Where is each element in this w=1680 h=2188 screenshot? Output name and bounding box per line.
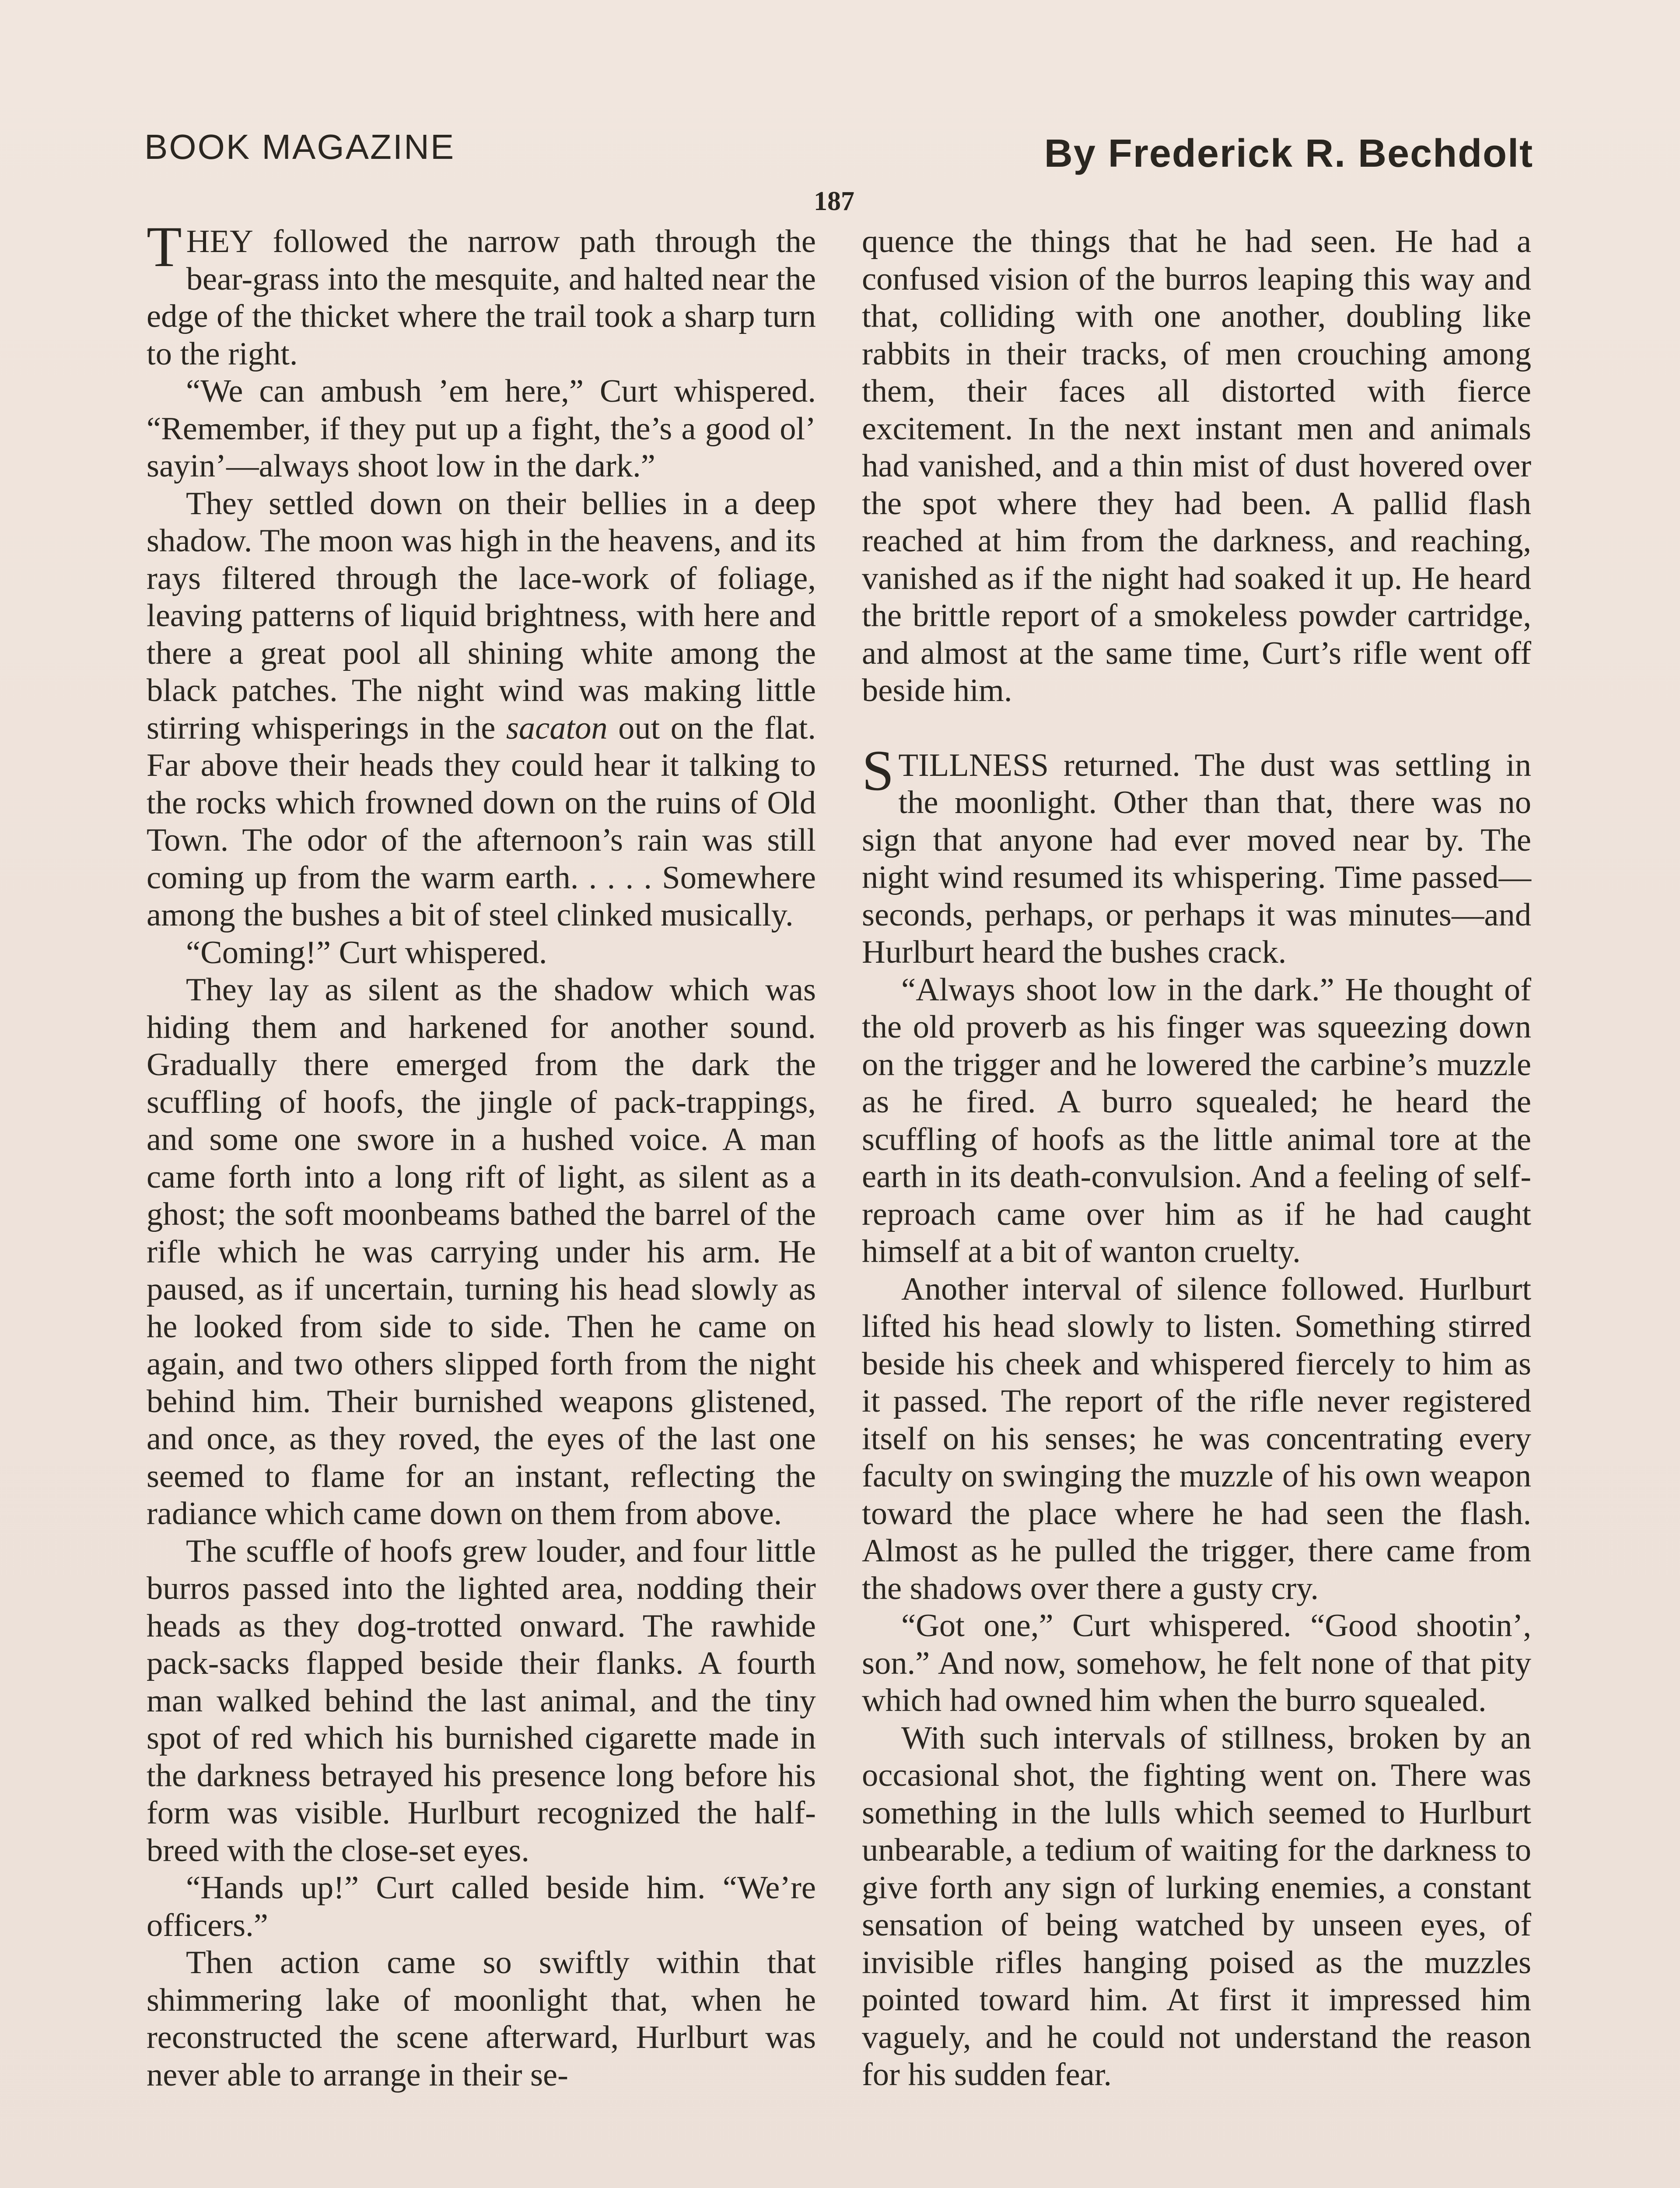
paragraph: quence the things that he had seen. He had a confused vision of the burros leaping this way and that, colliding with one another, doubling like rabbits in their tracks, of men crouching among them, their faces all distorted with fierce excitement. In the next instant men and animals had vanished, and a thin mist of dust hovered over the spot where they had been. A pallid flash reached at him from the darkness, and reaching, vanished as if the night had soaked it up. He heard the brittle report of a smokeless powder cartridge, and almost at the same time, Curt’s rifle went off beside him. (862, 224, 1531, 708)
paragraph (147, 485, 816, 934)
paragraph: Then action came so swiftly within that shimmering lake of moonlight that, when he reconstructed the scene afterward, Hurlburt was never able to arrange in their se- (147, 1945, 816, 2093)
paragraph: “We can ambush ’em here,” Curt whispered. “Remember, if they put up a fight, the’s a good ol’ sayin’—always shoot low in the dark.” (147, 373, 816, 484)
right-column (862, 223, 1531, 2094)
paragraph: Another interval of silence followed. Hurlburt lifted his head slowly to listen. Something stirred beside his cheek and whispered fiercely to him as it passed. The report of the rifle never registered itself on his senses; he was concentrating every faculty on swinging the muzzle of his own weapon toward the place where he had seen the flash. Almost as he pulled the trigger, there came from the shadows over there a gusty cry. (862, 1271, 1531, 1606)
paragraph-text: returned. The dust was settling in the moonlight. Other than that, there was no sign that anyone had ever moved near by. The night wind resumed its whispering. Time passed—seconds, perhaps, or perhaps it was minutes—and Hurlburt heard the bushes crack. (862, 747, 1531, 970)
opening-word: HEY (186, 224, 253, 259)
author-byline: By Frederick R. Bechdolt (1044, 132, 1533, 175)
left-column (147, 214, 816, 2094)
paragraph: With such intervals of stillness, broken by an occasional shot, the fighting went on. There was something in the lulls which seemed to Hurlburt unbearable, a tedium of waiting for the darkness to give forth any sign of lurking enemies, a constant sensation of being watched by unseen eyes, of invisible rifles hanging poised as the muzzles pointed toward him. At first it impressed him vaguely, and he could not understand the reason for his sudden fear. (862, 1720, 1531, 2093)
paragraph: “Got one,” Curt whispered. “Good shootin’, son.” And now, somehow, he felt none of that pity which had owned him when the burro squealed. (862, 1608, 1531, 1718)
paragraph (147, 214, 816, 373)
paragraph: “Coming!” Curt whispered. (186, 934, 547, 971)
paragraph: They lay as silent as the shadow which was hiding them and harkened for another sound. Gradually there emerged from the dark the scuffling of hoofs, the jingle of pack-trappings, and some one swore in a hushed voice. A man came forth into a long rift of light, as silent as a ghost; the soft moonbeams bathed the barrel of the rifle which he was carrying under his arm. He paused, as if uncertain, turning his head slowly as he looked from side to side. Then he came on again, and two others slipped forth from the night behind him. Their burnished weapons glistened, and once, as they roved, the eyes of the last one seemed to flame for an instant, reflecting the radiance which came down on them from above. (147, 972, 816, 1532)
drop-cap: T (147, 214, 182, 279)
magazine-title: BOOK MAGAZINE (144, 127, 455, 166)
opening-word: TILLNESS (898, 747, 1049, 783)
paragraph: “Hands up!” Curt called beside him. “We’re officers.” (147, 1870, 816, 1943)
italic-word: sacaton (506, 710, 608, 746)
paragraph-text: They settled down on their bellies in a deep shadow. The moon was high in the heavens, and its rays filtered through the lace-work of foliage, leaving patterns of liquid brightness, with here and there a great pool all shining white among the black patches. The night wind was making little stirring whisperings in the (147, 485, 816, 746)
drop-cap: S (862, 738, 894, 803)
paragraph (862, 738, 1531, 971)
paragraph-text: followed the narrow path through the bear-grass into the mesquite, and halted near the edge of the thicket where the trail took a sharp turn to the right. (147, 224, 816, 372)
paragraph: The scuffle of hoofs grew louder, and four little burros passed into the lighted area, nodding their heads as they dog-trotted onward. The rawhide pack-sacks flapped beside their flanks. A fourth man walked behind the last animal, and the tiny spot of red which his burnished cigarette made in the darkness betrayed his presence long before his form was visible. Hurlburt recognized the half-breed with the close-set eyes. (147, 1533, 816, 1869)
page-number: 187 (814, 186, 854, 216)
paragraph: “Always shoot low in the dark.” He thought of the old proverb as his finger was squeezing down on the trigger and he lowered the carbine’s muzzle as he fired. A burro squealed; he heard the scuffling of hoofs as the little animal tore at the earth in its death-convulsion. And a feeling of self-reproach came over him as if he had caught himself at a bit of wanton cruelty. (862, 971, 1531, 1269)
paragraph-text: out on the flat. Far above their heads they could hear it talking to the rocks which frowned down on the ruins of Old Town. The odor of the afternoon’s rain was still coming up from the warm earth. . . . . Somewhere among the bushes a bit of steel clinked musically. (147, 710, 816, 933)
